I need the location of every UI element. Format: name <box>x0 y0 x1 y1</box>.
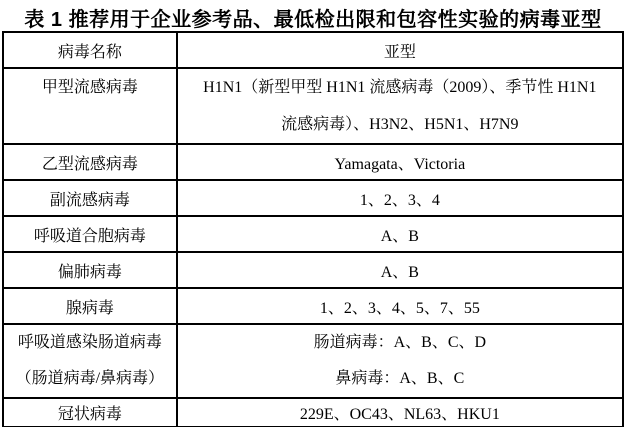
virus-name-text: 偏肺病毒 <box>57 263 122 281</box>
virus-name-text: 腺病毒 <box>65 299 114 317</box>
subtype-text-line: 肠道病毒：A、B、C、D <box>313 334 487 351</box>
table-header-row <box>3 32 623 68</box>
subtype-cell <box>177 324 623 398</box>
header-subtype: 亚型 <box>177 32 623 68</box>
subtype-cell <box>177 288 623 324</box>
subtype-text-line: Yamagata、Victoria <box>334 155 466 173</box>
virus-name-text-line: （肠道病毒/鼻病毒） <box>15 370 165 387</box>
virus-name-text: 冠状病毒 <box>57 406 122 423</box>
virus-name-cell <box>3 288 177 324</box>
table-title: 表 1 推荐用于企业参考品、最低检出限和包容性实验的病毒亚型 <box>24 9 602 31</box>
virus-name-text: 副流感病毒 <box>49 191 130 209</box>
virus-name-text-line: 呼吸道感染肠道病毒 <box>17 334 162 351</box>
subtype-cell <box>177 216 623 252</box>
subtype-text-line: 流感病毒）、H3N2、H5N1、H7N9 <box>281 116 519 133</box>
subtype-cell <box>177 398 623 427</box>
virus-name-cell <box>3 68 177 144</box>
header-virus-name: 病毒名称 <box>3 32 177 68</box>
table-row-coronavirus <box>3 398 623 427</box>
table-row-metapneumovirus <box>3 252 623 288</box>
subtype-text-line: 鼻病毒：A、B、C <box>335 370 465 387</box>
virus-name-cell <box>3 398 177 427</box>
virus-subtype-table <box>2 31 624 427</box>
subtype-cell <box>177 144 623 180</box>
table-row-influenza-b <box>3 144 623 180</box>
virus-name-cell <box>3 180 177 216</box>
table-row-rsv <box>3 216 623 252</box>
virus-name-text: 甲型流感病毒 <box>41 79 138 96</box>
virus-name-cell <box>3 144 177 180</box>
virus-name-cell <box>3 216 177 252</box>
subtype-text-line: 1、2、3、4 <box>359 191 440 209</box>
virus-name-cell <box>3 324 177 398</box>
subtype-text-line: A、B <box>380 263 419 281</box>
subtype-text-line: H1N1（新型甲型 H1N1 流感病毒（2009）、季节性 H1N1 <box>203 79 597 96</box>
virus-name-text: 呼吸道合胞病毒 <box>33 227 146 245</box>
table-row-influenza-a <box>3 68 623 144</box>
subtype-cell <box>177 68 623 144</box>
subtype-cell <box>177 252 623 288</box>
subtype-text-line: 1、2、3、4、5、7、55 <box>319 299 480 317</box>
table-row-parainfluenza <box>3 180 623 216</box>
virus-name-text: 乙型流感病毒 <box>41 155 138 173</box>
subtype-text-line: 229E、OC43、NL63、HKU1 <box>299 406 500 423</box>
subtype-text-line: A、B <box>380 227 419 245</box>
table-row-adenovirus <box>3 288 623 324</box>
subtype-cell <box>177 180 623 216</box>
table-row-enterovirus-rhinovirus <box>3 324 623 398</box>
virus-name-cell <box>3 252 177 288</box>
